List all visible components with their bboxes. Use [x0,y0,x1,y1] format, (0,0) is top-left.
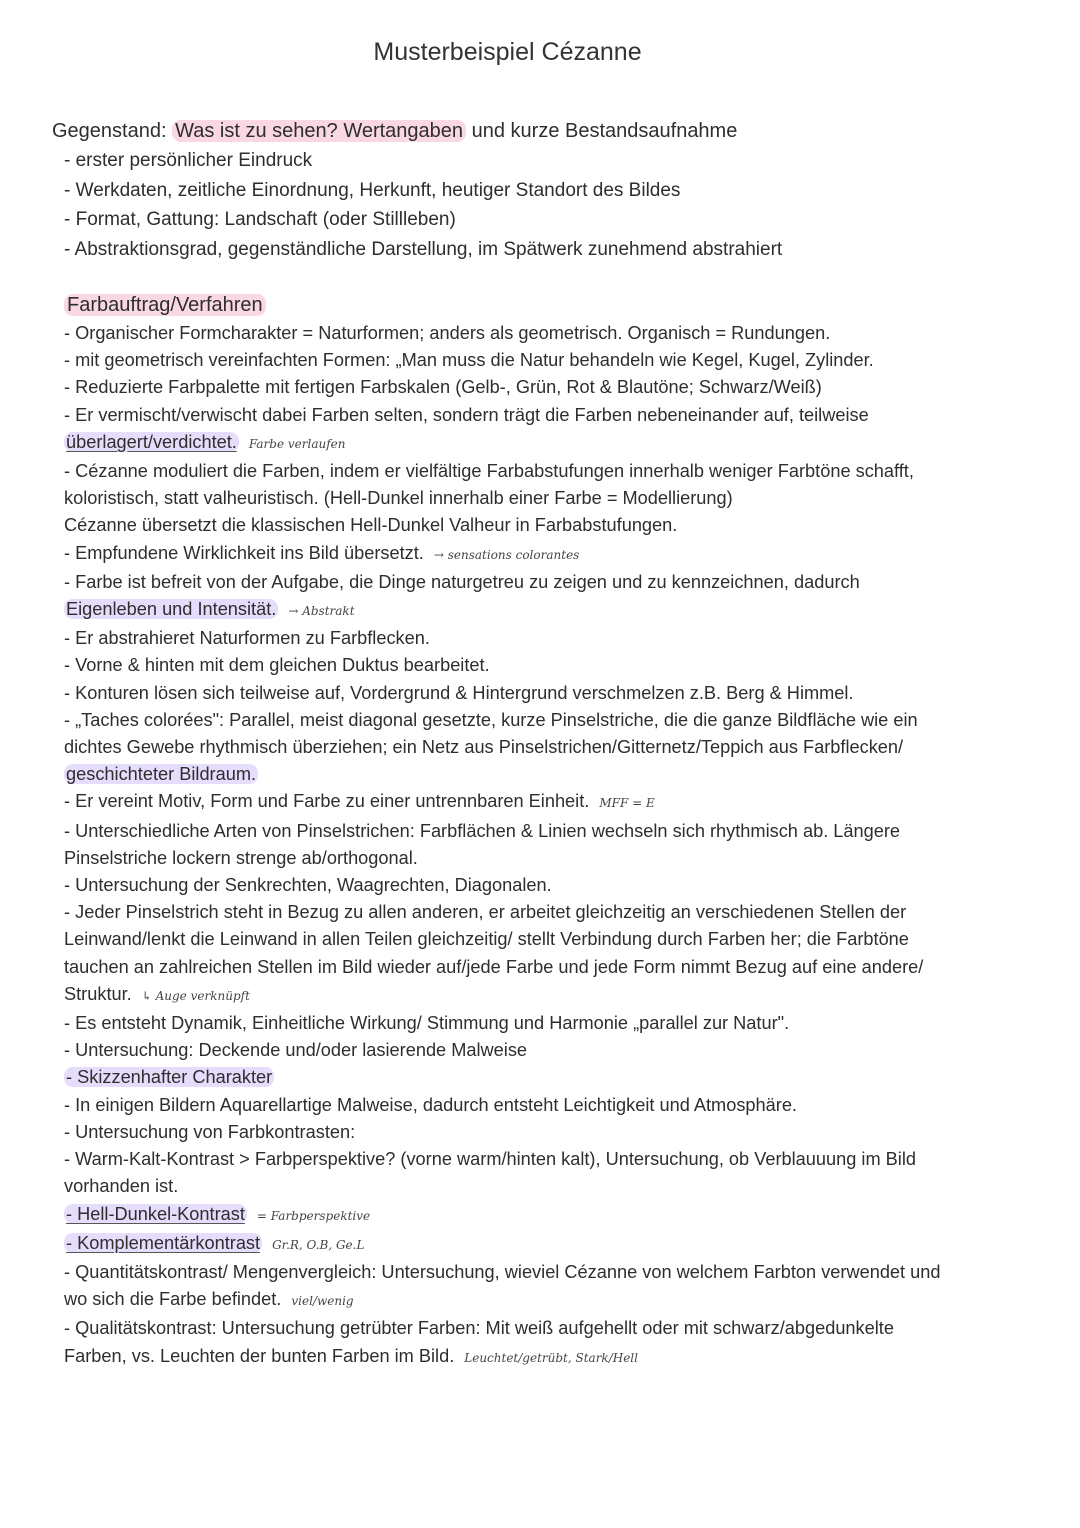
text-line: geschichteter Bildraum. [66,764,257,785]
text-line: - Unterschiedliche Arten von Pinselstrichen: Farbflächen & Linien wechseln sich rhythmisch ab. Längere [64,820,901,841]
text-line: - Er vermischt/verwischt dabei Farben selten, sondern trägt die Farben nebeneinander auf, teilweise [64,404,869,425]
handwritten-note: MFF = E [599,796,655,811]
text-line: dichtes Gewebe rhythmisch überziehen; ein Netz aus Pinselstrichen/Gitternetz/Teppich aus Farbflecken/ [64,737,904,758]
text-line: - Organischer Formcharakter = Naturformen; anders als geometrisch. Organisch = Rundungen. [64,323,831,343]
text-line: wo sich die Farbe befindet. viel/wenig [64,1289,354,1310]
handwritten-note: Farbe verlaufen [248,436,346,451]
text-line: - Skizzenhafter Charakter [66,1067,273,1088]
handwritten-note: → sensations colorantes [433,547,580,562]
text-line: - „Taches colorées": Parallel, meist diagonal gesetzte, kurze Pinselstriche, die die ganze Bildfläche wie ein [64,709,918,730]
text-line: - mit geometrisch vereinfachten Formen: „Man muss die Natur behandeln wie Kegel, Kugel, Zylinder. [64,350,874,371]
text-line: - Cézanne moduliert die Farben, indem er vielfältige Farbabstufungen innerhalb weniger Farbtöne schafft, [64,461,914,482]
handwritten-note: Gr.R, O.B, Ge.L [272,1237,365,1252]
gegenstand-heading [52,116,737,146]
text-line: Leinwand/lenkt die Leinwand in allen Teilen gleichzeitig/ stellt Verbindung durch Farben her; die Farbtöne [64,929,909,950]
handwritten-note: Leuchtet/getrübt, Stark/Hell [464,1350,638,1365]
handwritten-note: ↳ Auge verknüpft [141,988,250,1003]
text-line: - Untersuchung: Deckende und/oder lasierende Malweise [64,1040,528,1061]
text-line: überlagert/verdichtet. Farbe verlaufen [66,431,346,452]
text-line: - In einigen Bildern Aquarellartige Malweise, dadurch entsteht Leichtigkeit und Atmosphäre. [64,1094,797,1115]
text-line: - Hell-Dunkel-Kontrast = Farbperspektive [66,1203,371,1224]
handwritten-note: = Farbperspektive [256,1208,371,1223]
farbauftrag-body [64,320,1044,1372]
list-item: - Format, Gattung: Landschaft (oder Stillleben) [64,209,456,230]
text-line: Pinselstriche lockern strenge ab/orthogonal. [64,847,418,868]
text-line: koloristisch, statt valheuristisch. (Hell-Dunkel innerhalb einer Farbe = Modellierung) [64,488,733,509]
text-line: - Er abstrahieret Naturformen zu Farbflecken. [64,628,430,649]
text-line: - Konturen lösen sich teilweise auf, Vordergrund & Hintergrund verschmelzen z.B. Berg & Himmel. [64,682,854,703]
gegenstand-question: Was ist zu sehen? Wertangaben [172,120,466,142]
text-line: Farben, vs. Leuchten der bunten Farben im Bild. Leuchtet/getrübt, Stark/Hell [64,1345,638,1366]
text-line: - Quantitätskontrast/ Mengenvergleich: Untersuchung, wieviel Cézanne von welchem Farbton verwendet und [64,1261,941,1282]
text-line: vorhanden ist. [64,1176,179,1197]
text-line: Eigenleben und Intensität. → Abstrakt [66,599,355,620]
text-line: - Warm-Kalt-Kontrast > Farbperspektive? (vorne warm/hinten kalt), Untersuchung, ob Verblauuung im Bild [64,1149,916,1170]
handwritten-note: viel/wenig [291,1294,354,1309]
text-line: Struktur. ↳ Auge verknüpft [64,983,250,1004]
list-item: - erster persönlicher Eindruck [64,150,313,171]
handwritten-note: → Abstrakt [288,604,355,619]
list-item: - Abstraktionsgrad, gegenständliche Darstellung, im Spätwerk zunehmend abstrahiert [64,238,783,260]
text-line: Cézanne übersetzt die klassischen Hell-Dunkel Valheur in Farbabstufungen. [64,515,678,536]
text-line: - Jeder Pinselstrich steht in Bezug zu allen anderen, er arbeitet gleichzeitig an verschiedenen Stellen der [64,902,907,923]
text-line: - Farbe ist befreit von der Aufgabe, die Dinge naturgetreu zu zeigen und zu kennzeichnen, dadurch [64,571,860,592]
gegenstand-list [64,146,782,264]
text-line: tauchen an zahlreichen Stellen im Bild wieder auf/jede Farbe und jede Form nimmt Bezug auf eine andere/ [64,956,924,977]
text-line: - Es entsteht Dynamik, Einheitliche Wirkung/ Stimmung und Harmonie „parallel zur Natur". [64,1013,790,1034]
list-item: - Werkdaten, zeitliche Einordnung, Herkunft, heutiger Standort des Bildes [64,179,681,201]
text-line: - Komplementärkontrast Gr.R, O.B, Ge.L [66,1232,365,1253]
text-line: - Reduzierte Farbpalette mit fertigen Farbskalen (Gelb-, Grün, Rot & Blautöne; Schwarz/Weiß) [64,377,822,398]
text-line: - Untersuchung der Senkrechten, Waagrechten, Diagonalen. [64,875,552,896]
farbauftrag-heading: Farbauftrag/Verfahren [64,290,266,320]
text-line: - Qualitätskontrast: Untersuchung getrübter Farben: Mit weiß aufgehellt oder mit schwarz/abgedunkelte [64,1318,894,1339]
gegenstand-label: Gegenstand: [52,120,167,142]
text-line: - Vorne & hinten mit dem gleichen Duktus bearbeitet. [64,655,490,676]
gegenstand-rest: und kurze Bestandsaufnahme [471,120,738,142]
page-title: Musterbeispiel Cézanne [373,38,642,66]
text-line: - Empfundene Wirklichkeit ins Bild übersetzt. → sensations colorantes [64,542,580,563]
text-line: - Untersuchung von Farbkontrasten: [64,1121,356,1142]
text-line: - Er vereint Motiv, Form und Farbe zu einer untrennbaren Einheit. MFF = E [64,791,655,812]
